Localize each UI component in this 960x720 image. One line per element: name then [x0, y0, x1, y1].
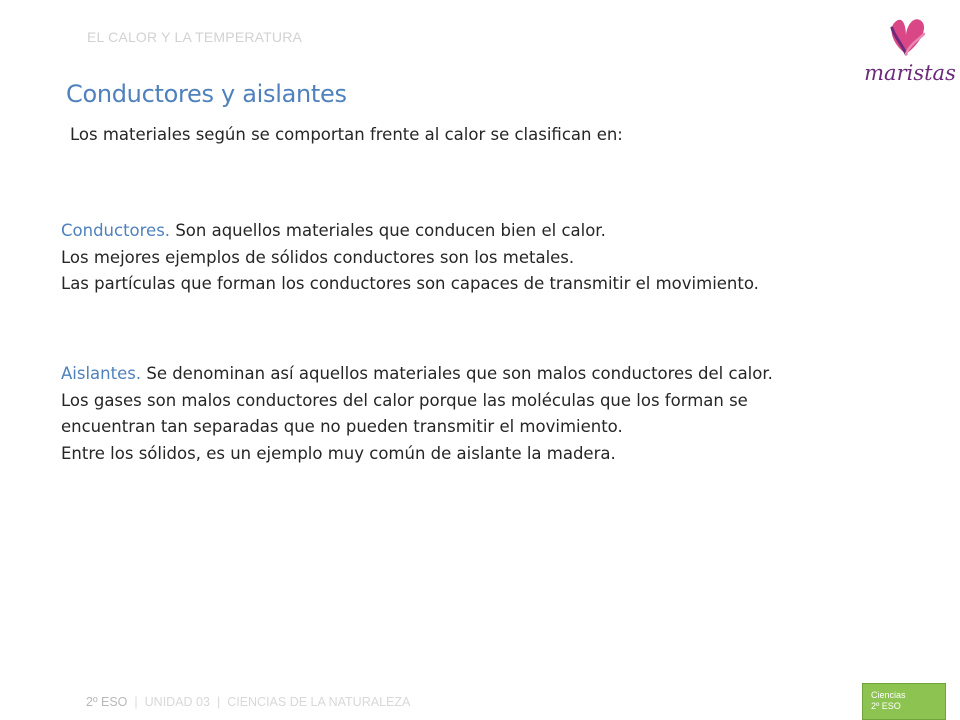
- footer-separator: |: [216, 695, 221, 709]
- footer: [86, 695, 410, 709]
- badge-course: 2º ESO: [871, 701, 901, 711]
- unit-title: EL CALOR Y LA TEMPERATURA: [87, 29, 303, 45]
- footer-course: 2º ESO: [86, 695, 128, 709]
- course-badge: [862, 683, 946, 720]
- maristas-logo-graphic: [862, 14, 958, 94]
- slide-subtitle: Los materiales según se comportan frente al calor se clasifican en:: [70, 125, 623, 144]
- slide-title: Conductores y aislantes: [66, 80, 347, 108]
- conductores-line: Las partículas que forman los conductores son capaces de transmitir el movimiento.: [61, 274, 759, 293]
- aislantes-definition: [61, 361, 831, 388]
- maristas-logo: [862, 14, 958, 94]
- conductores-definition: [61, 218, 831, 245]
- aislantes-line: Los gases son malos conductores del calor porque las moléculas que los forman se encuentran tan separadas que no pueden transmitir el movimiento.: [61, 390, 748, 436]
- conductores-section: [61, 218, 831, 298]
- footer-subject: CIENCIAS DE LA NATURALEZA: [227, 695, 411, 709]
- aislantes-term: Aislantes.: [61, 364, 142, 383]
- footer-separator: |: [134, 695, 138, 709]
- logo-wordmark: maristas: [864, 61, 956, 85]
- conductores-line: Los mejores ejemplos de sólidos conductores son los metales.: [61, 247, 575, 267]
- conductores-term: Conductores.: [61, 221, 171, 240]
- conductores-definition-text: Son aquellos materiales que conducen bien el calor.: [175, 221, 606, 240]
- aislantes-definition-text: Se denominan así aquellos materiales que son malos conductores del calor.: [146, 364, 773, 383]
- aislantes-section: [61, 361, 831, 467]
- badge-subject: Ciencias: [871, 690, 906, 700]
- footer-unit: UNIDAD 03: [144, 695, 210, 709]
- aislantes-line: Entre los sólidos, es un ejemplo muy común de aislante la madera.: [61, 443, 616, 463]
